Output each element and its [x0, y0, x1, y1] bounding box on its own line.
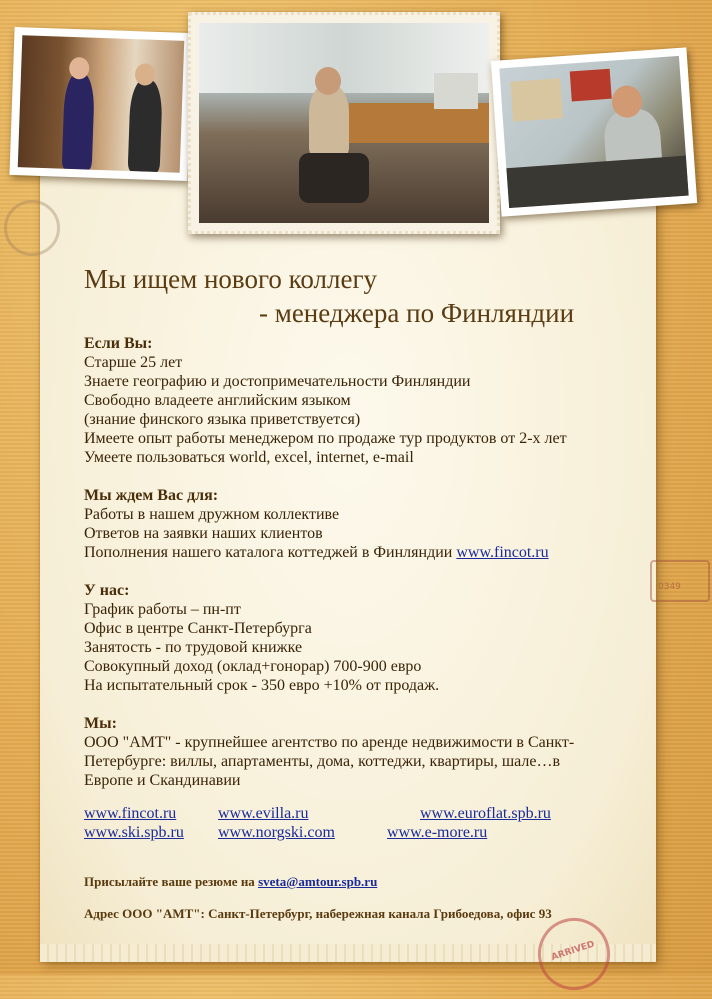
fincot-link[interactable]: www.fincot.ru [456, 544, 549, 561]
resume-text: Присылайте ваше резюме на [84, 874, 255, 889]
stamp-number: 0349 [658, 582, 681, 592]
section-have-heading: У нас: [84, 582, 130, 599]
link-evilla[interactable]: www.evilla.ru [218, 805, 309, 822]
link-fincot[interactable]: www.fincot.ru [84, 805, 177, 822]
section-if-line: Умеете пользоваться world, excel, internet, e-mail [84, 449, 414, 466]
photo-two-women [9, 27, 192, 181]
section-if-heading: Если Вы: [84, 335, 153, 352]
vacancy-text [84, 262, 644, 922]
section-if-line: (знание финского языка приветствуется) [84, 411, 361, 428]
section-if-line: Свободно владеете английским языком [84, 392, 351, 409]
address-line: Адрес ООО "АМТ": Санкт-Петербург, набережная канала Грибоедова, офис 93 [84, 906, 552, 921]
resume-email-link[interactable]: sveta@amtour.spb.ru [258, 874, 378, 889]
section-have-line: На испытательный срок - 350 евро +10% от продаж. [84, 677, 440, 694]
section-if-line: Имеете опыт работы менеджером по продаже тур продуктов от 2-х лет [84, 430, 567, 447]
site-links [84, 804, 644, 842]
section-if-line: Знаете географию и достопримечательности Финляндии [84, 373, 471, 390]
section-have-line: Совокупный доход (оклад+гонорар) 700-900 евро [84, 658, 422, 675]
section-if-line: Старше 25 лет [84, 354, 183, 371]
section-have-line: Занятость - по трудовой книжке [84, 639, 303, 656]
section-we-line: Европе и Скандинавии [84, 772, 241, 789]
photo-man-at-desk [491, 47, 697, 216]
section-wait-line: Ответов на заявки наших клиентов [84, 525, 323, 542]
section-wait-last-text: Пополнения нашего каталога коттеджей в Финляндии [84, 544, 453, 561]
faded-stamp-left [4, 200, 60, 256]
section-have-line: Офис в центре Санкт-Петербурга [84, 620, 312, 637]
section-we-heading: Мы: [84, 715, 117, 732]
photo-office-man-chair [188, 12, 500, 234]
section-we-line: Петербурге: виллы, апартаменты, дома, коттеджи, квартиры, шале…в [84, 753, 561, 770]
link-ski-spb[interactable]: www.ski.spb.ru [84, 824, 184, 841]
section-wait-heading: Мы ждем Вас для: [84, 487, 219, 504]
section-wait-line: Работы в нашем дружном коллективе [84, 506, 340, 523]
arrived-stamp-text: ARRIVED [550, 939, 596, 963]
section-wait-line-with-link [84, 543, 644, 562]
link-e-more[interactable]: www.e-more.ru [387, 824, 488, 841]
resume-line [84, 874, 644, 890]
section-have-line: График работы – пн-пт [84, 601, 241, 618]
link-euroflat[interactable]: www.euroflat.spb.ru [420, 805, 551, 822]
link-norgski[interactable]: www.norgski.com [218, 824, 335, 841]
postal-stamp [650, 560, 710, 602]
section-we-line: ООО "АМТ" - крупнейшее агентство по аренде недвижимости в Санкт- [84, 734, 575, 751]
title-line-1: Мы ищем нового коллегу [84, 264, 378, 294]
title-line-2: - менеджера по Финляндии [259, 298, 575, 328]
